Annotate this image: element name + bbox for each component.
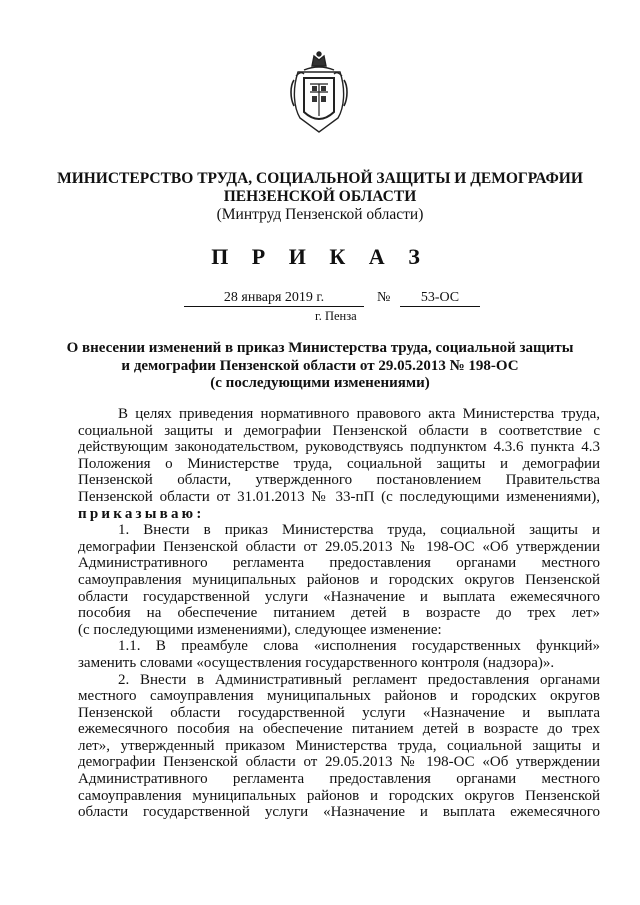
order-number: 53-ОС xyxy=(400,290,480,307)
body-line: области государственной услуги «Назначение и выплата ежемесячного xyxy=(78,804,600,821)
body-line: Пензенской области от 31.01.2013 № 33-пП (с последующими изменениями), xyxy=(78,488,600,505)
order-city: г. Пенза xyxy=(315,309,357,323)
body-line: области государственной услуги «Назначение и выплата ежемесячного xyxy=(78,588,600,605)
body-line: самоуправления муниципальных районов и городских округов Пензенской xyxy=(78,787,600,804)
body-line: заменить словами «осуществления государственного контроля (надзора)». xyxy=(78,654,555,671)
body-line: Положения о Министерстве труда, социальной защиты и демографии xyxy=(78,455,600,472)
body-line: Административного регламента предоставления органами местного xyxy=(78,771,600,788)
ministry-name xyxy=(0,170,640,206)
body-line: 1. Внести в приказ Министерства труда, социальной защиты и xyxy=(118,522,600,539)
body-line: демографии Пензенской области от 29.05.2013 № 198-ОС «Об утверждении xyxy=(78,538,600,555)
subject-line3: (с последующими изменениями) xyxy=(210,375,430,391)
body-line: Административного регламента предоставления органами местного xyxy=(78,555,600,572)
body-line: 2. Внести в Административный регламент предоставления органами xyxy=(118,671,600,688)
document-title: П Р И К А З xyxy=(211,244,429,269)
order-number-sign: № xyxy=(377,290,391,305)
order-subject xyxy=(0,340,640,393)
ministry-name-line1: МИНИСТЕРСТВО ТРУДА, СОЦИАЛЬНОЙ ЗАЩИТЫ И ДЕМОГРАФИИ xyxy=(57,170,583,187)
body-line: приказываю: xyxy=(78,505,205,522)
body-line: действующим законодательством, руководствуясь подпунктом 4.3.6 пункта 4.3 xyxy=(78,439,600,456)
body-line: демографии Пензенской области от 29.05.2013 № 198-ОС «Об утверждении xyxy=(78,754,600,771)
body-line: лет», утвержденный приказом Министерства труда, социальной защиты и xyxy=(78,737,600,754)
body-line: самоуправления муниципальных районов и городских округов Пензенской xyxy=(78,571,600,588)
document-body xyxy=(78,406,600,821)
ministry-name-line2: ПЕНЗЕНСКОЙ ОБЛАСТИ xyxy=(223,188,417,205)
body-line: пособия на обеспечение питанием детей в возрасте до трех лет» xyxy=(78,605,600,622)
body-line: 1.1. В преамбуле слова «исполнения государственных функций» xyxy=(118,638,600,655)
body-line: местного самоуправления муниципальных районов и городских округов xyxy=(78,688,600,705)
subject-line1: О внесении изменений в приказ Министерства труда, социальной защиты xyxy=(66,340,574,356)
ministry-short-name: (Минтруд Пензенской области) xyxy=(216,206,424,223)
body-line: В целях приведения нормативного правового акта Министерства труда, xyxy=(118,406,600,422)
body-line: (с последующими изменениями), следующее изменение: xyxy=(78,621,442,638)
body-line: социальной защиты и демографии Пензенской области в соответствие с xyxy=(78,422,600,439)
body-line: ежемесячного пособия на обеспечение питанием детей в возрасте до трех xyxy=(78,721,600,738)
body-line: Пензенской области, утвержденного постановлением Правительства xyxy=(78,472,600,489)
subject-line2: и демографии Пензенской области от 29.05.2013 № 198-ОС xyxy=(121,357,519,374)
body-line: Пензенской области государственной услуги «Назначение и выплата xyxy=(78,704,600,721)
coat-of-arms-icon xyxy=(290,50,348,136)
order-date: 28 января 2019 г. xyxy=(184,290,364,307)
